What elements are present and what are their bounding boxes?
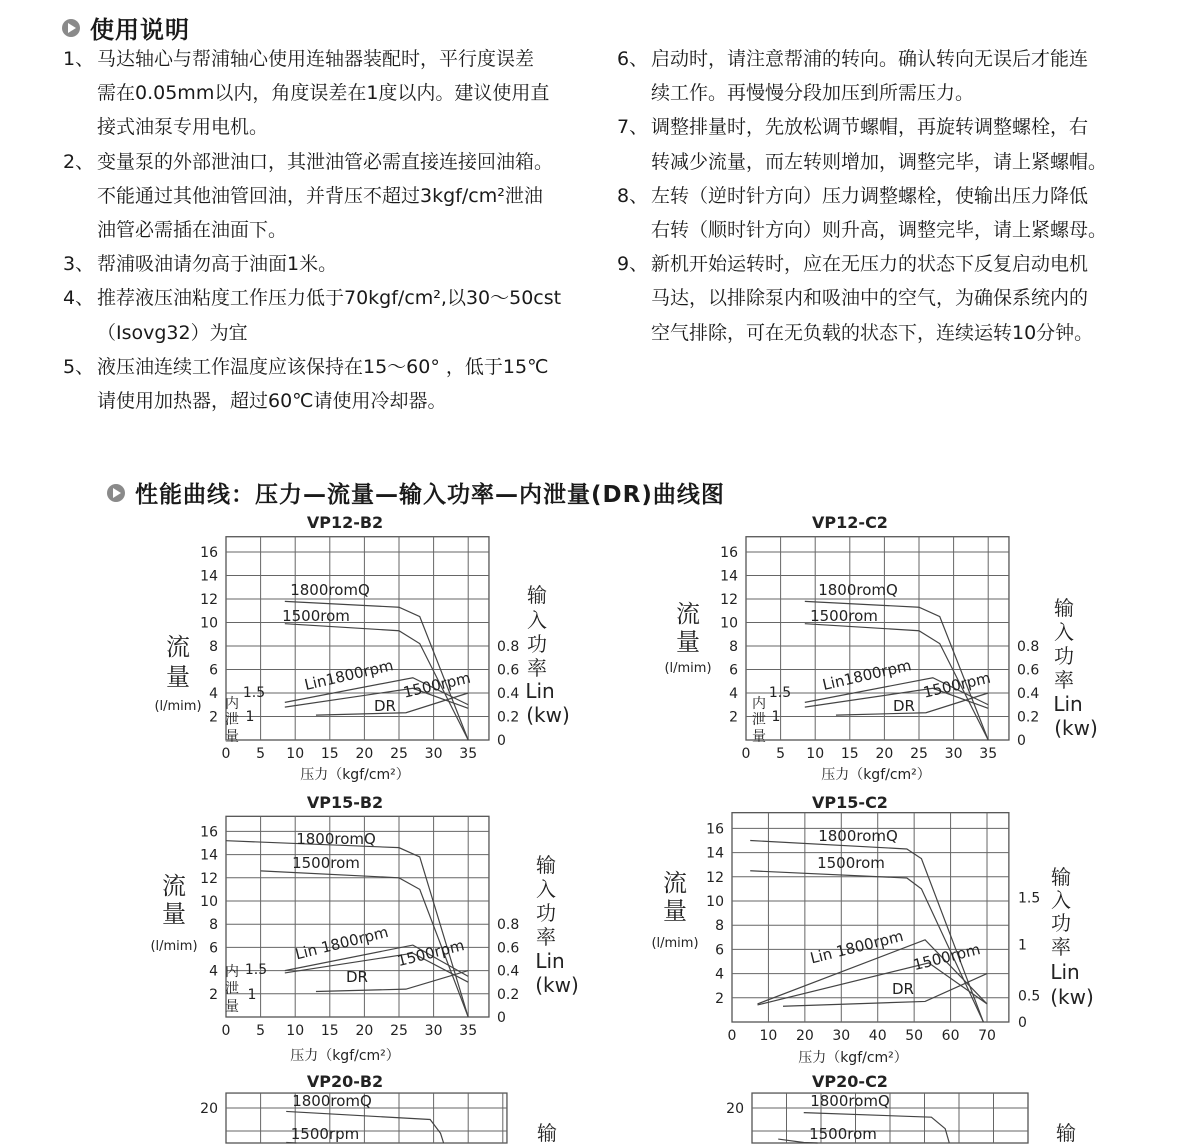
y2-tick-label: 0.5	[1018, 988, 1041, 1005]
y-axis-label: 量	[166, 663, 190, 691]
y2-axis-label: 输	[1056, 1121, 1076, 1144]
y-axis-label: 流	[166, 633, 190, 661]
series-label: Lin1800rpm	[302, 656, 395, 695]
item-number: 1、	[63, 48, 95, 70]
x-tick-label: 35	[979, 746, 998, 762]
item-text-line: 帮浦吸油请勿高于油面1米。	[97, 253, 338, 276]
y-tick-label: 12	[706, 869, 724, 886]
section-title: 使用说明	[90, 16, 190, 44]
y2-tick-label: 0	[1017, 733, 1026, 749]
y2-tick-label: 0.2	[497, 986, 520, 1003]
x-tick-label: 15	[320, 746, 339, 762]
chart-vp20-c2	[726, 1072, 1076, 1144]
y2-axis-label: 入	[1051, 888, 1071, 912]
x-tick-label: 20	[795, 1028, 814, 1044]
plot-frame	[226, 537, 489, 740]
item-text-line: 不能通过其他油管回油，并背压不超过3kgf/cm²泄油	[97, 184, 543, 207]
dr-axis-label: 泄	[752, 712, 766, 728]
series-label: Lin 1800rpm	[293, 922, 391, 964]
series-label: 1800romQ	[292, 1092, 372, 1110]
series-line-dr	[783, 974, 987, 1007]
chart-title: VP15-B2	[306, 793, 384, 812]
y2-axis-label: 输	[536, 853, 556, 877]
y-tick-label: 4	[729, 686, 738, 702]
y-tick-label: 12	[200, 870, 218, 887]
item-text-line: 新机开始运转时，应在无压力的状态下反复启动电机	[651, 253, 1089, 276]
y2-tick-label: 0.8	[1017, 639, 1040, 655]
x-axis-label: 压力（kgf/cm²）	[300, 767, 410, 783]
y-tick-label: 4	[209, 686, 218, 702]
item-text-line: 马达，以排除泵内和吸油中的空气，为确保系统内的	[651, 287, 1089, 310]
y-axis-label: 量	[676, 628, 700, 656]
y-tick-label: 10	[200, 894, 218, 910]
series-label: DR	[346, 968, 368, 986]
x-tick-label: 25	[390, 1023, 408, 1039]
series-label: 1500rpm	[911, 940, 983, 975]
y-tick-label: 6	[209, 940, 218, 957]
y2-axis-label: Lin	[1053, 692, 1083, 716]
dr-axis-label: 量	[752, 729, 766, 745]
x-tick-label: 10	[286, 746, 305, 762]
y2-tick-label: 0.6	[497, 662, 520, 679]
x-tick-label: 30	[424, 746, 443, 762]
y2-axis-label: 率	[527, 656, 547, 680]
x-tick-label: 20	[355, 1023, 374, 1039]
series-label: DR	[893, 697, 915, 715]
item-text-line: 请使用加热器，超过60℃请使用冷却器。	[97, 390, 447, 413]
dr-axis-label: 量	[225, 999, 239, 1015]
y2-tick-label: 0	[497, 1010, 506, 1026]
y2-axis-label: 入	[527, 608, 547, 632]
y2-axis-label: 入	[536, 877, 556, 901]
x-tick-label: 15	[840, 746, 859, 762]
y2-tick-label: 0.4	[497, 963, 520, 980]
chart-vp12-b2	[154, 513, 569, 783]
y-axis-label: 流	[162, 872, 186, 900]
y-axis-label: (l/mim)	[651, 936, 699, 951]
y2-tick-label: 0.8	[497, 917, 520, 934]
x-tick-label: 70	[978, 1028, 996, 1044]
series-label: DR	[892, 980, 914, 998]
plot-frame	[746, 537, 1009, 740]
y2-axis-label: (kw)	[526, 703, 570, 727]
series-label: 1500rom	[282, 607, 350, 625]
x-tick-label: 50	[905, 1028, 924, 1044]
y-tick-label: 10	[720, 615, 738, 632]
dr-axis-label: 泄	[225, 981, 239, 997]
y-axis-label: (l/mim)	[154, 699, 202, 714]
x-tick-label: 40	[868, 1028, 887, 1044]
y-tick-label: 6	[209, 662, 218, 679]
x-tick-label: 30	[944, 746, 963, 762]
x-tick-label: 20	[355, 746, 374, 762]
y-tick-label: 2	[209, 986, 218, 1003]
y2-axis-label: Lin	[525, 679, 555, 703]
series-label: 1500rom	[809, 1125, 877, 1143]
y2-tick-label: 1	[1018, 937, 1027, 954]
x-tick-label: 0	[741, 746, 751, 762]
item-number: 6、	[617, 48, 649, 70]
y-tick-label: 16	[200, 824, 218, 841]
y2-axis-label: (kw)	[1050, 985, 1094, 1009]
series-label: 1500rpm	[401, 668, 473, 702]
y-tick-label: 8	[715, 918, 724, 935]
series-label: 1500rpm	[395, 936, 467, 971]
x-axis-label: 压力（kgf/cm²）	[290, 1048, 400, 1064]
y-tick-label: 2	[209, 709, 218, 726]
y2-axis-label: 功	[1054, 644, 1074, 668]
series-label: 1800romQ	[818, 827, 898, 845]
item-number: 2、	[63, 150, 95, 173]
dr-tick-label: 1	[247, 987, 257, 1003]
x-tick-label: 25	[910, 746, 928, 762]
y-tick-label: 14	[720, 568, 738, 585]
x-tick-label: 5	[256, 1023, 266, 1039]
item-text-line: 空气排除，可在无负载的状态下，连续运转10分钟。	[651, 321, 1094, 344]
y2-axis-label: 功	[1051, 911, 1071, 935]
x-axis-label: 压力（kgf/cm²）	[821, 767, 931, 783]
y-tick-label: 8	[209, 639, 218, 655]
x-tick-label: 30	[424, 1023, 443, 1039]
y2-axis-label: Lin	[1050, 960, 1080, 984]
x-tick-label: 5	[256, 746, 266, 762]
series-line-dr	[316, 971, 468, 992]
y2-axis-label: (kw)	[1054, 716, 1098, 740]
series-label: Lin 1800rpm	[808, 926, 906, 968]
y-tick-label: 14	[706, 845, 724, 862]
y2-tick-label: 0.2	[1017, 709, 1040, 726]
y2-axis-label: 功	[536, 901, 556, 925]
y-tick-label: 14	[200, 847, 218, 864]
chart-title: VP12-B2	[306, 513, 384, 532]
y2-axis-label: 输	[527, 583, 547, 607]
dr-axis-label: 量	[225, 729, 239, 745]
y-axis-label: 流	[676, 600, 700, 628]
x-tick-label: 5	[776, 746, 786, 762]
x-tick-label: 60	[941, 1028, 960, 1044]
x-tick-label: 10	[286, 1023, 305, 1039]
y2-axis-label: 率	[1051, 935, 1071, 959]
y-tick-label: 2	[715, 990, 724, 1007]
y-tick-label: 16	[706, 821, 724, 838]
y2-tick-label: 0.8	[497, 639, 520, 655]
chart-vp20-b2	[200, 1072, 557, 1144]
series-label: 1800romQ	[818, 581, 898, 599]
y-tick-label: 16	[200, 545, 218, 561]
dr-tick-label: 1.5	[242, 685, 266, 701]
x-tick-label: 20	[875, 746, 894, 762]
item-text-line: 调整排量时，先放松调节螺帽，再旋转调整螺栓，右	[651, 116, 1089, 139]
item-text-line: 变量泵的外部泄油口，其泄油管必需直接连接回油箱。	[97, 150, 554, 173]
y-tick-label: 12	[200, 592, 218, 608]
item-number: 8、	[617, 184, 649, 207]
y-tick-label: 14	[200, 568, 218, 585]
chart-vp12-c2	[664, 513, 1097, 783]
dr-tick-label: 1.5	[244, 962, 268, 978]
series-label: 1500rom	[292, 854, 360, 872]
y-tick-label: 20	[726, 1101, 744, 1117]
y2-axis-label: 输	[1054, 596, 1074, 620]
series-label: 1500rpm	[921, 668, 993, 702]
y2-tick-label: 0	[1018, 1015, 1027, 1031]
y-tick-label: 4	[715, 966, 724, 983]
x-tick-label: 15	[320, 1023, 339, 1039]
item-number: 5、	[63, 355, 95, 378]
y-tick-label: 10	[200, 615, 218, 632]
y2-axis-label: 率	[1054, 668, 1074, 692]
series-line-power	[758, 963, 988, 1005]
y-axis-label: 量	[162, 900, 186, 928]
y-tick-label: 16	[720, 545, 738, 561]
item-text-line: 需在0.05mm以内，角度误差在1度以内。建议使用直	[97, 82, 550, 105]
chart-vp15-b2	[150, 793, 578, 1064]
dr-axis-label: 内	[752, 696, 766, 712]
item-text-line: 转减少流量，而左转则增加，调整完毕，请上紧螺帽。	[651, 150, 1108, 173]
series-label: 1500rom	[817, 854, 885, 872]
y-tick-label: 20	[200, 1101, 218, 1117]
dr-tick-label: 1	[245, 709, 255, 725]
item-text-line: 推荐液压油粘度工作压力低于70kgf/cm²,以30～50cst	[97, 287, 562, 310]
dr-axis-label: 内	[225, 696, 239, 712]
chart-vp15-c2	[651, 793, 1093, 1066]
y-tick-label: 6	[729, 662, 738, 679]
x-tick-label: 0	[727, 1028, 737, 1044]
y-tick-label: 4	[209, 963, 218, 980]
item-text-line: 马达轴心与帮浦轴心使用连轴器装配时，平行度误差	[97, 48, 535, 70]
item-text-line: 液压油连续工作温度应该保持在15～60° ，低于15℃	[97, 355, 549, 378]
y-axis-label: 量	[663, 897, 687, 925]
y2-tick-label: 0.2	[497, 709, 520, 726]
series-label: 1800romQ	[296, 830, 376, 848]
series-label: 1500rom	[810, 607, 878, 625]
item-text-line: 续工作。再慢慢分段加压到所需压力。	[651, 82, 975, 105]
y2-tick-label: 0.4	[497, 686, 520, 702]
item-number: 7、	[617, 116, 649, 139]
y2-axis-label: Lin	[535, 949, 565, 973]
x-tick-label: 10	[806, 746, 825, 762]
y2-tick-label: 0	[497, 733, 506, 749]
dr-tick-label: 1	[771, 709, 781, 725]
y2-axis-label: (kw)	[535, 973, 579, 997]
y-axis-label: (l/mim)	[664, 661, 712, 676]
y2-tick-label: 0.6	[1017, 662, 1040, 679]
x-tick-label: 0	[221, 1023, 231, 1039]
x-tick-label: 30	[832, 1028, 851, 1044]
y-tick-label: 8	[209, 917, 218, 934]
item-text-line: （Isovg32）为宜	[97, 321, 248, 344]
y-axis-label: (l/mim)	[150, 939, 198, 954]
chart-title: VP20-B2	[306, 1072, 384, 1091]
x-tick-label: 35	[459, 746, 478, 762]
section-title: 性能曲线：压力—流量—输入功率—内泄量(DR)曲线图	[135, 482, 725, 508]
item-number: 4、	[63, 287, 95, 310]
x-tick-label: 10	[759, 1028, 778, 1044]
y2-axis-label: 功	[527, 632, 547, 656]
series-label: 1800romQ	[290, 581, 370, 599]
y2-tick-label: 0.6	[497, 940, 520, 957]
series-label: 1800romQ	[810, 1092, 890, 1110]
y-axis-label: 流	[663, 869, 687, 897]
item-number: 3、	[63, 253, 95, 276]
y2-axis-label: 率	[536, 925, 556, 949]
item-text-line: 左转（逆时针方向）压力调整螺栓，使输出压力降低	[651, 184, 1089, 207]
chart-title: VP12-C2	[812, 513, 888, 532]
x-tick-label: 0	[221, 746, 231, 762]
x-tick-label: 25	[390, 746, 408, 762]
y2-tick-label: 0.4	[1017, 686, 1040, 702]
item-text-line: 接式油泵专用电机。	[97, 116, 269, 139]
y2-axis-label: 输	[1051, 865, 1071, 889]
dr-axis-label: 泄	[225, 712, 239, 728]
series-label: Lin1800rpm	[820, 656, 913, 695]
y2-axis-label: 输	[537, 1121, 557, 1144]
y2-tick-label: 1.5	[1018, 890, 1041, 907]
chart-title: VP20-C2	[812, 1072, 888, 1091]
chart-title: VP15-C2	[812, 793, 888, 812]
item-text-line: 右转（顺时针方向）则升高，调整完毕，请上紧螺母。	[651, 219, 1108, 242]
dr-axis-label: 内	[225, 964, 239, 980]
x-tick-label: 35	[459, 1023, 478, 1039]
y-tick-label: 10	[706, 894, 724, 910]
dr-tick-label: 1.5	[768, 685, 792, 701]
y2-axis-label: 入	[1054, 620, 1074, 644]
y-tick-label: 6	[715, 942, 724, 959]
y-tick-label: 8	[729, 639, 738, 655]
series-label: DR	[374, 697, 396, 715]
item-number: 9、	[617, 253, 649, 276]
y-tick-label: 12	[720, 592, 738, 608]
item-text-line: 启动时，请注意帮浦的转向。确认转向无误后才能连	[651, 48, 1089, 70]
series-label: 1500rpm	[290, 1125, 360, 1143]
x-axis-label: 压力（kgf/cm²）	[798, 1050, 908, 1066]
y-tick-label: 2	[729, 709, 738, 726]
item-text-line: 油管必需插在油面下。	[97, 219, 288, 242]
